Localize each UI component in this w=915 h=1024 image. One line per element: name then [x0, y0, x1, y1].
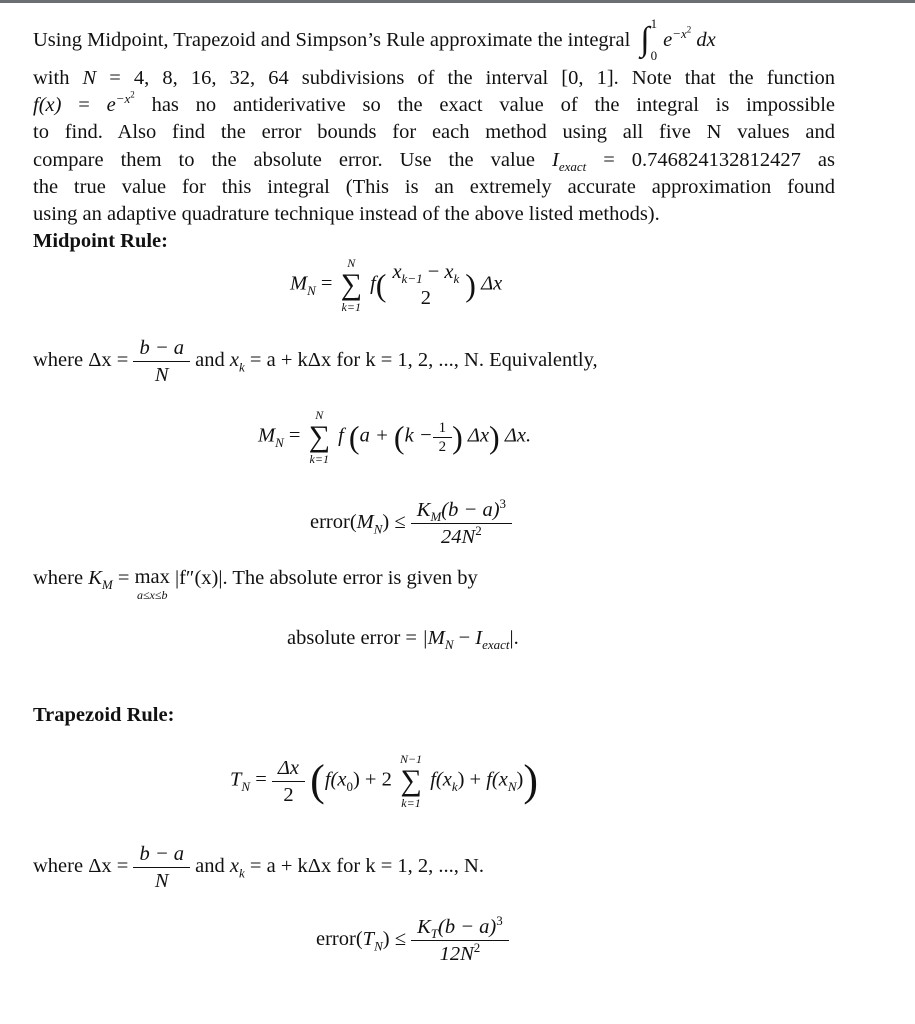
t: 2 — [272, 781, 305, 807]
t: b − a — [139, 337, 185, 359]
t: T — [430, 926, 438, 942]
t: − — [427, 261, 440, 283]
fraction — [414, 498, 509, 549]
t: 2 — [475, 523, 482, 539]
fraction — [389, 260, 462, 310]
t: 0 — [346, 778, 353, 794]
text: Using Midpoint, Trapezoid and Simpson’s Rule approximate the integral — [33, 28, 631, 51]
trapezoid-where — [33, 842, 484, 893]
t: ≤ — [394, 928, 406, 951]
t: T — [362, 928, 375, 951]
t: ∑ — [340, 268, 362, 301]
t: k — [239, 359, 245, 375]
t: M — [356, 511, 374, 534]
trapezoid-formula: $T_N$ = $\frac{\Delta x}{2}$ ($f(x_0) + 2$ N−1 ∑ k=1 $f(x_k) + f(x_N)$) — [230, 752, 539, 810]
t: ∑ — [400, 764, 422, 797]
t: 2 — [130, 89, 135, 100]
exp2: 2 — [686, 24, 692, 35]
t: K — [417, 916, 431, 938]
t: M — [101, 577, 113, 593]
t: x — [444, 261, 454, 283]
t: Δx. — [504, 424, 532, 447]
integral-limits — [651, 17, 658, 63]
t: ) — [382, 511, 390, 534]
t: x — [229, 349, 240, 372]
t: k=1 — [401, 796, 421, 810]
t: and — [195, 855, 225, 878]
summation — [341, 256, 362, 314]
t: f(x — [486, 768, 508, 791]
t: k − — [404, 424, 433, 447]
t: (b − a) — [441, 499, 500, 521]
t: 1 — [438, 419, 447, 436]
midpoint-where-2 — [33, 565, 478, 601]
intro-line-1 — [33, 12, 716, 68]
t: T — [230, 768, 242, 791]
t: I — [552, 149, 559, 171]
t: K — [88, 567, 102, 589]
fraction — [275, 756, 302, 807]
t: exact — [558, 159, 587, 175]
t: has no antiderivative so the exact value of the integral is impossible — [151, 94, 835, 116]
t: −x — [115, 91, 131, 107]
midpoint-where-1 — [33, 336, 598, 387]
t: where Δx = — [33, 349, 129, 372]
t: k=1 — [341, 300, 361, 314]
t: N — [133, 361, 190, 387]
midpoint-error-bound — [310, 498, 512, 549]
t: = — [78, 94, 90, 116]
t: k — [239, 865, 245, 881]
t: f — [370, 272, 376, 295]
t: ) — [352, 768, 360, 791]
integral-expression — [640, 17, 715, 63]
t: |f″(x)|. The absolute error is given by — [174, 567, 478, 589]
t: M — [290, 272, 308, 295]
intro-line-3 — [33, 89, 835, 118]
midpoint-heading: Midpoint Rule: — [33, 230, 168, 252]
t: x — [229, 855, 240, 878]
t: = — [255, 768, 267, 791]
t: 12N — [439, 943, 474, 965]
dx: dx — [696, 28, 716, 51]
t: error( — [310, 511, 357, 534]
t: = — [117, 567, 130, 589]
t: 2 — [433, 437, 453, 455]
t: = a + kΔx for k = 1, 2, ..., N. — [249, 855, 484, 878]
summation — [309, 408, 330, 466]
exp: −x — [672, 25, 687, 41]
t: a≤x≤b — [136, 588, 168, 602]
t: b − a — [139, 843, 185, 865]
t: the true value for this integral (This is an extremely accurate approximation found — [33, 176, 835, 198]
t: ) — [457, 768, 465, 791]
t: ) — [516, 768, 524, 791]
fraction — [436, 420, 450, 455]
t: Δx — [277, 756, 300, 779]
trapezoid-error-bound — [316, 915, 509, 966]
max-operator — [135, 565, 170, 601]
t: N — [444, 637, 454, 653]
t: where Δx = — [33, 855, 129, 878]
t: 3 — [499, 496, 507, 512]
t: f(x) — [33, 94, 62, 116]
top-border — [0, 0, 915, 3]
t: N−1 — [399, 752, 423, 766]
intro-line-7 — [33, 201, 660, 227]
t: k — [453, 271, 460, 287]
t: k — [451, 778, 458, 794]
t: to find. Also find the error bounds for each method using all five N values and — [33, 121, 835, 143]
t: f(x — [430, 768, 452, 791]
summation — [400, 752, 422, 810]
t: M — [258, 424, 276, 447]
t: using an adaptive quadrature technique instead of the above listed methods). — [33, 203, 660, 225]
t: 2 — [420, 287, 431, 309]
fraction — [414, 915, 506, 966]
t: N — [241, 778, 251, 794]
t: + — [469, 768, 482, 791]
t: 2 — [473, 940, 481, 956]
intro-line-5 — [33, 147, 835, 173]
t: error( — [316, 928, 363, 951]
t: M — [430, 509, 442, 525]
t: f(x — [324, 768, 347, 791]
t: = 4, 8, 16, 32, 64 subdivisions of the interval [0, 1]. Note that the function — [109, 67, 836, 89]
intro-line-2 — [33, 65, 835, 91]
fraction — [136, 842, 187, 893]
upper-limit: 1 — [650, 16, 658, 31]
t: N — [374, 938, 383, 954]
t: Δx — [467, 424, 490, 447]
t: N — [133, 867, 190, 893]
t: = 0.746824132812427 as — [603, 149, 836, 171]
t: a + — [359, 424, 389, 447]
lower-limit: 0 — [650, 48, 658, 63]
t: I — [475, 627, 483, 649]
t: e — [106, 94, 116, 116]
t: ∑ — [308, 420, 330, 453]
t: |. — [509, 627, 519, 649]
t: = a + kΔx for k = 1, 2, ..., N. Equivalently, — [249, 349, 598, 372]
t: and — [195, 349, 225, 372]
t: absolute error = — [287, 627, 417, 649]
t: |M — [422, 627, 445, 649]
t: + 2 — [364, 768, 392, 791]
trapezoid-heading: Trapezoid Rule: — [33, 704, 175, 726]
t: = — [288, 424, 301, 447]
midpoint-formula: $M_N$ = N ∑ k=1 f( $x_{k-1} - x_k$ 2 ) Δx — [290, 256, 503, 314]
t: k=1 — [309, 452, 329, 466]
t: ) — [382, 928, 390, 951]
midpoint-formula-equivalent: $M_N$ = N ∑ k=1 f (a + (k − $\frac{1}{2}$ ) Δx) Δx. — [258, 408, 532, 466]
t: f — [338, 424, 344, 447]
t: N — [507, 778, 517, 794]
midpoint-absolute-error — [287, 625, 519, 651]
t: with — [33, 67, 70, 89]
t: N — [315, 408, 324, 422]
t: exact — [482, 637, 510, 653]
fraction — [136, 336, 187, 387]
t: Δx — [481, 272, 503, 295]
t: K — [416, 499, 431, 521]
t: N — [275, 434, 284, 450]
t: max — [134, 566, 170, 588]
t: compare them to the absolute error. Use the value — [33, 149, 535, 171]
t: ≤ — [394, 511, 406, 534]
t: 3 — [496, 913, 503, 929]
t: N — [347, 256, 356, 270]
base: e — [663, 28, 673, 51]
intro-line-4 — [33, 119, 835, 145]
t: k−1 — [401, 271, 423, 287]
t: − — [458, 627, 471, 649]
t: N — [307, 282, 316, 298]
t: x — [392, 261, 402, 283]
t: 24N — [441, 526, 476, 548]
t: N — [82, 67, 97, 89]
intro-line-6 — [33, 174, 835, 200]
t: N — [373, 521, 383, 537]
t: = — [320, 272, 333, 295]
t: where — [33, 567, 84, 589]
integral-sign: ∫ — [640, 21, 650, 58]
t: (b − a) — [438, 916, 497, 938]
